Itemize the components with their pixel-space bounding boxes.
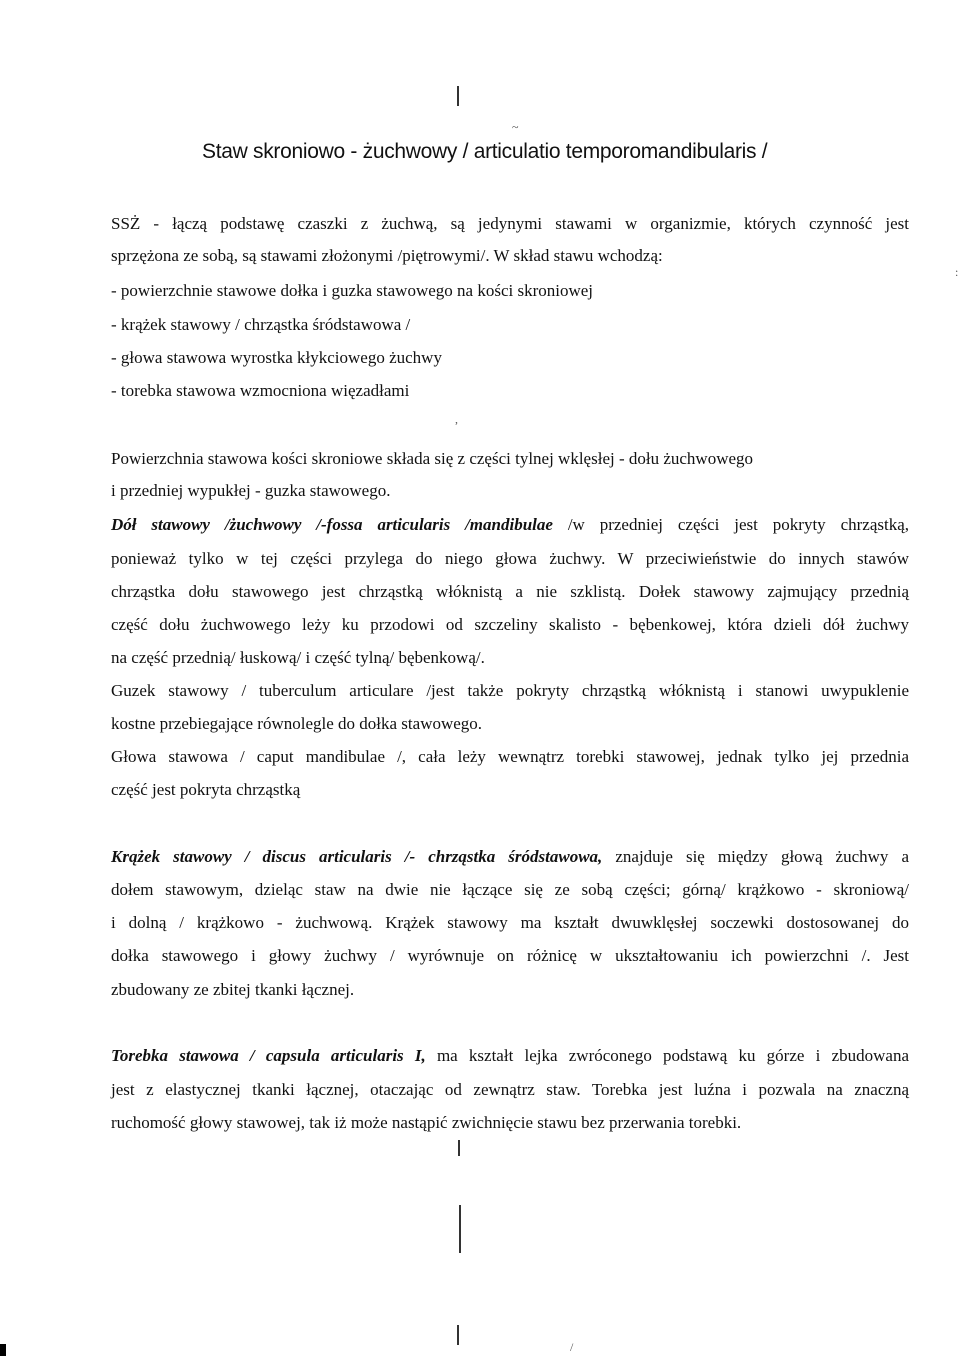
paragraph-line: chrząstka dołu stawowego jest chrząstką włóknistą a nie szklistą. Dołek stawowy zajmujący przednią	[111, 582, 909, 601]
paragraph-line: Guzek stawowy / tuberculum articulare /jest także pokryty chrząstką włóknistą i stanowi uwypuklenie	[111, 681, 909, 700]
intro-line: sprzężona ze sobą, są stawami złożonymi /piętrowymi/. W skład stawu wchodzą:	[111, 246, 663, 265]
paragraph-line: na część przednią/ łuskową/ i część tylną/ bębenkową/.	[111, 648, 485, 667]
paragraph-line: część dołu żuchwowego leży ku przodowi od szczeliny skalisto - bębenkowej, która dzieli dół żuchwy	[111, 615, 909, 634]
paragraph-line: Powierzchnia stawowa kości skroniowe składa się z części tylnej wklęsłej - dołu żuchwowego	[111, 449, 754, 468]
page-title: Staw skroniowo - żuchwowy / articulatio temporomandibularis /	[202, 140, 768, 163]
scan-artifact	[457, 86, 459, 106]
term-disc: Krążek stawowy / discus articularis /- chrząstka śródstawowa,	[111, 847, 603, 866]
paragraph-line: Głowa stawowa / caput mandibulae /, cała leży wewnątrz torebki stawowej, jednak tylko jej przednia	[111, 747, 909, 766]
paragraph-line: ruchomość głowy stawowej, tak iż może nastąpić zwichnięcie stawu bez przerwania torebki.	[111, 1113, 742, 1132]
scan-artifact	[0, 1344, 6, 1356]
scan-artifact: ,	[455, 412, 458, 426]
paragraph-line: i dolną / krążkowo - żuchwową. Krążek stawowy ma kształt dwuwklęsłej soczewki dostosowanej do	[111, 913, 909, 932]
scan-artifact: :	[955, 265, 959, 279]
term-capsule-text: ma kształt lejka zwróconego podstawą ku górze i zbudowana	[425, 1046, 909, 1065]
term-disc-text: znajduje się między głową żuchwy a	[602, 847, 909, 866]
paragraph-line: kostne przebiegające równolegle do dołka stawowego.	[111, 714, 483, 733]
list-item: - głowa stawowa wyrostka kłykciowego żuchwy	[111, 348, 442, 367]
list-item: - torebka stawowa wzmocniona więzadłami	[111, 381, 410, 400]
paragraph-line: zbudowany ze zbitej tkanki łącznej.	[111, 980, 355, 999]
paragraph-line: ponieważ tylko w tej części przylega do niego głowa żuchwy. W przeciwieństwie do innych stawów	[111, 549, 909, 568]
paragraph-line: dołem stawowym, dzieląc staw na dwie nie łączące się ze sobą części; górną/ krążkowo - skroniową/	[111, 880, 909, 899]
paragraph-line	[111, 847, 909, 867]
list-item: - krążek stawowy / chrząstka śródstawowa /	[111, 315, 411, 334]
term-fossa-text: /w przedniej części jest pokryty chrząstką,	[552, 515, 910, 534]
list-item: - powierzchnie stawowe dołka i guzka stawowego na kości skroniowej	[111, 281, 594, 300]
paragraph-line: część jest pokryta chrząstką	[111, 780, 301, 799]
scan-artifact	[457, 1325, 459, 1345]
scan-artifact: ~	[512, 120, 519, 134]
paragraph-line	[111, 515, 909, 535]
term-fossa: Dół stawowy /żuchwowy /-fossa articularis /mandibulae	[111, 515, 553, 534]
scan-artifact	[458, 1140, 460, 1156]
term-capsule: Torebka stawowa / capsula articularis I,	[111, 1046, 426, 1065]
paragraph-line	[111, 1046, 909, 1066]
paragraph-line: i przedniej wypukłej - guzka stawowego.	[111, 481, 391, 500]
intro-line: SSŻ - łączą podstawę czaszki z żuchwą, są jedynymi stawami w organizmie, których czynność jest	[111, 214, 909, 233]
scan-artifact	[459, 1205, 461, 1253]
paragraph-line: jest z elastycznej tkanki łącznej, otaczając od zewnątrz staw. Torebka jest luźna i pozwala na znaczną	[111, 1080, 909, 1099]
paragraph-line: dołka stawowego i głowy żuchwy / wyrównuje on różnicę w ukształtowaniu ich powierzchni /. Jest	[111, 946, 909, 965]
scan-artifact: /	[570, 1340, 574, 1354]
